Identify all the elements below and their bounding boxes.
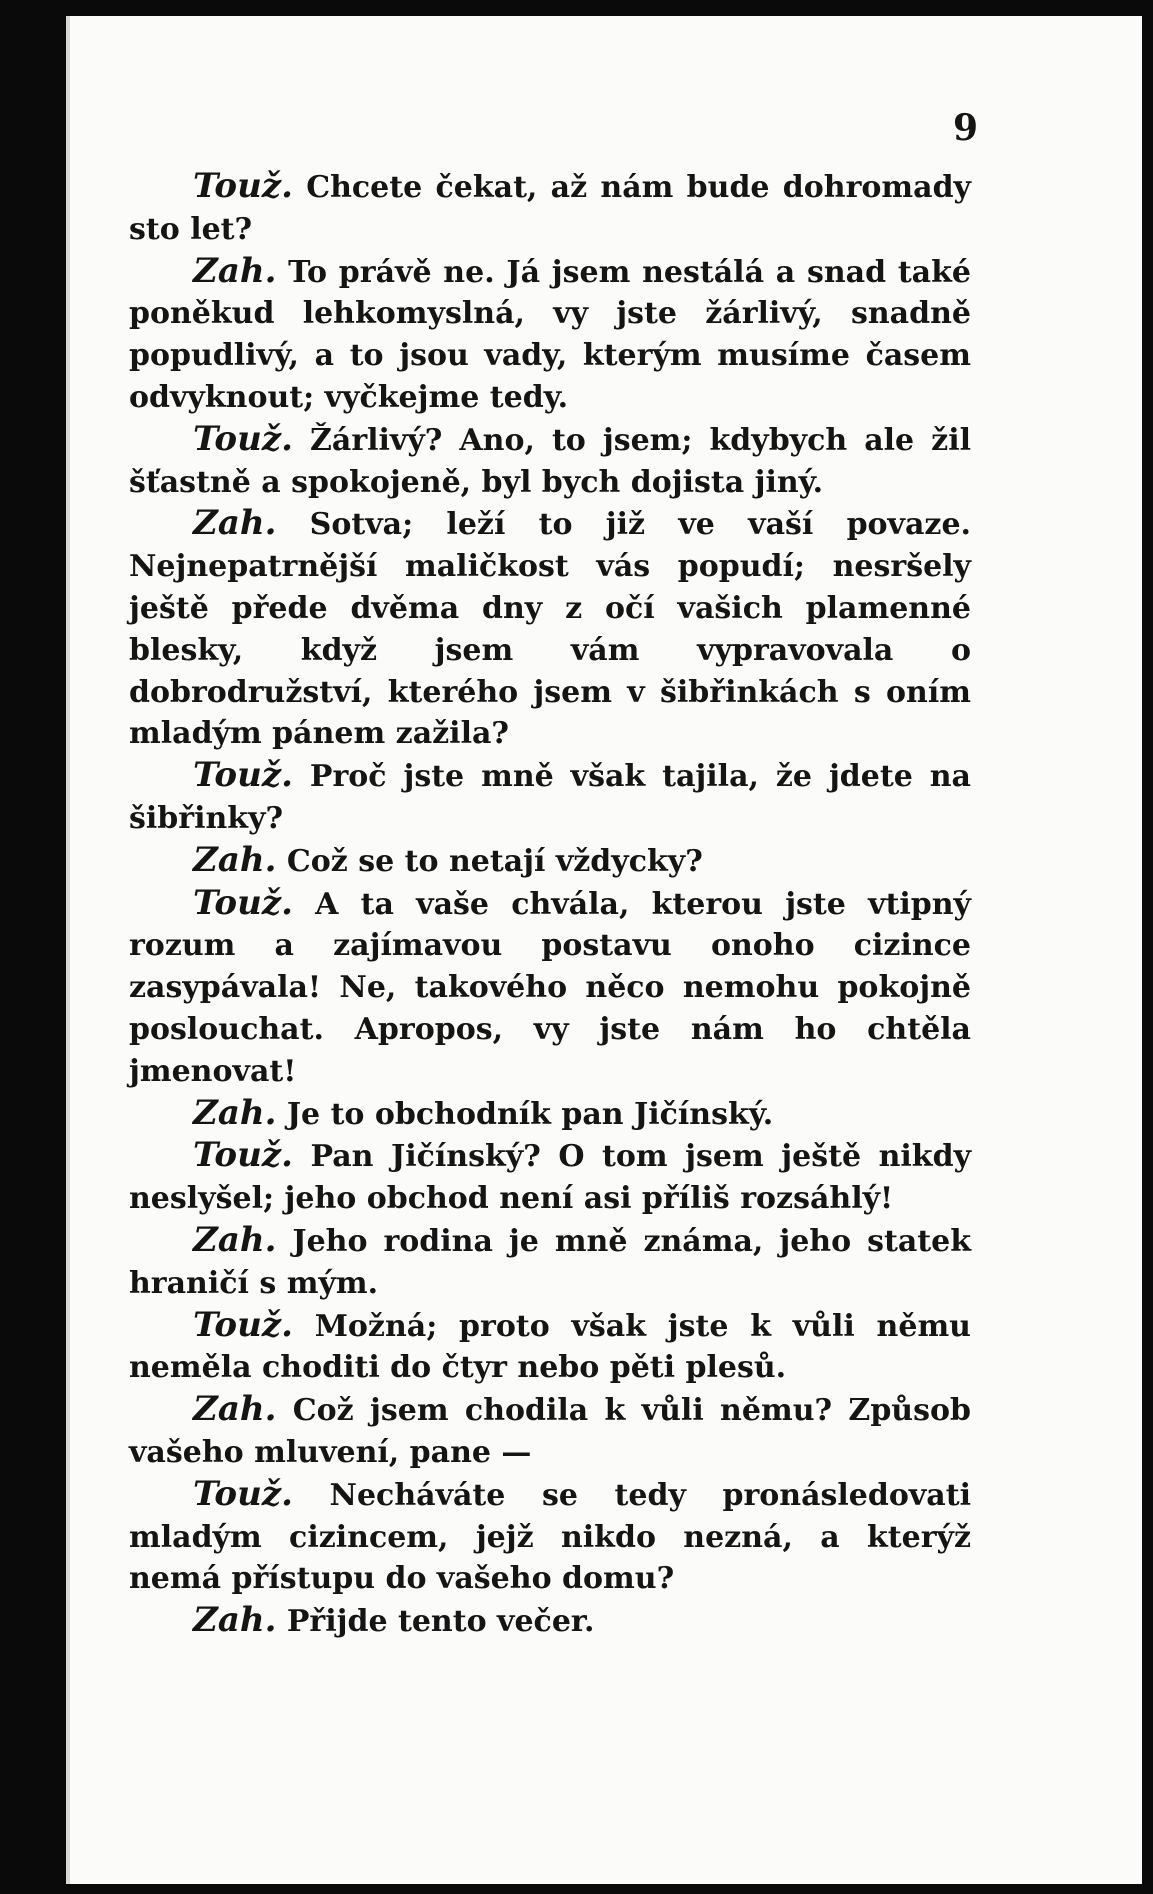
speaker-name: Touž. (193, 755, 293, 796)
dialogue-line (129, 166, 971, 251)
dialogue-text: To právě ne. Já jsem nestálá a snad také poněkud lehkomyslná, vy jste žárlivý, snadně popudlivý, a to jsou vady, kterým musíme časem odvyknout; vyčkejme tedy. (129, 254, 971, 415)
dialogue-line (129, 1135, 971, 1220)
dialogue-text: Možná; proto však jste k vůli němu neměla choditi do čtyr nebo pěti plesů. (129, 1308, 971, 1386)
speaker-name: Zah. (193, 839, 277, 880)
dialogue-text: Žárlivý? Ano, to jsem; kdybych ale žil šťastně a spokojeně, byl bych dojista jiný. (129, 422, 971, 500)
speaker-name: Zah. (193, 1219, 277, 1260)
speaker-name: Zah. (193, 503, 277, 544)
dialogue-line (129, 883, 971, 1093)
page-text (129, 166, 971, 1643)
dialogue-line (129, 1093, 971, 1136)
speaker-name: Zah. (193, 1600, 277, 1641)
dialogue-text: Sotva; leží to již ve vaší povaze. Nejnepatrnější maličkost vás popudí; nesršely ještě přede dvěma dny z očí vašich plamenné blesky, když jsem vám vypravovala o dobrodružství, kterého jsem v šibřinkách s oním mladým pánem zažila? (129, 507, 971, 752)
dialogue-line (129, 251, 971, 419)
speaker-name: Touž. (193, 418, 293, 459)
page-number: 9 (953, 107, 979, 149)
speaker-name: Touž. (193, 166, 293, 206)
dialogue-text: Necháváte se tedy pronásledovati mladým cizincem, jejž nikdo nezná, a kterýž nemá přístupu do vašeho domu? (129, 1477, 971, 1597)
speaker-name: Touž. (193, 1135, 293, 1176)
dialogue-text: A ta vaše chvála, kterou jste vtipný rozum a zajímavou postavu onoho cizince zasypávala! Ne, takového něco nemohu pokojně poslouchat. Apropos, vy jste nám ho chtěla jmenovat! (129, 886, 971, 1089)
dialogue-line (129, 1389, 971, 1474)
dialogue-text: Přijde tento večer. (276, 1604, 595, 1640)
speaker-name: Zah. (193, 1389, 277, 1430)
dialogue-line (129, 755, 971, 840)
dialogue-line (129, 503, 971, 755)
dialogue-text: Je to obchodník pan Jičínský. (276, 1096, 774, 1132)
dialogue-line (129, 419, 971, 504)
speaker-name: Zah. (193, 250, 277, 291)
speaker-name: Touž. (193, 882, 293, 923)
speaker-name: Touž. (193, 1304, 293, 1345)
dialogue-text: Jeho rodina je mně známa, jeho statek hraničí s mým. (129, 1223, 971, 1301)
dialogue-line (129, 1220, 971, 1305)
dialogue-text: Což se to netají vždycky? (276, 843, 703, 879)
dialogue-line (129, 1305, 971, 1390)
speaker-name: Zah. (193, 1092, 277, 1133)
dialogue-text: Pan Jičínský? O tom jsem ještě nikdy neslyšel; jeho obchod není asi příliš rozsáhlý! (129, 1139, 971, 1217)
dialogue-line (129, 1474, 971, 1600)
dialogue-text: Což jsem chodila k vůli němu? Způsob vašeho mluvení, pane — (129, 1393, 971, 1470)
speaker-name: Touž. (193, 1473, 293, 1514)
dialogue-line (129, 840, 971, 883)
dialogue-text: Proč jste mně však tajila, že jdete na šibřinky? (129, 759, 971, 836)
dialogue-line (129, 1600, 971, 1643)
dialogue-text: Chcete čekat, až nám bude dohromady sto let? (129, 170, 971, 247)
